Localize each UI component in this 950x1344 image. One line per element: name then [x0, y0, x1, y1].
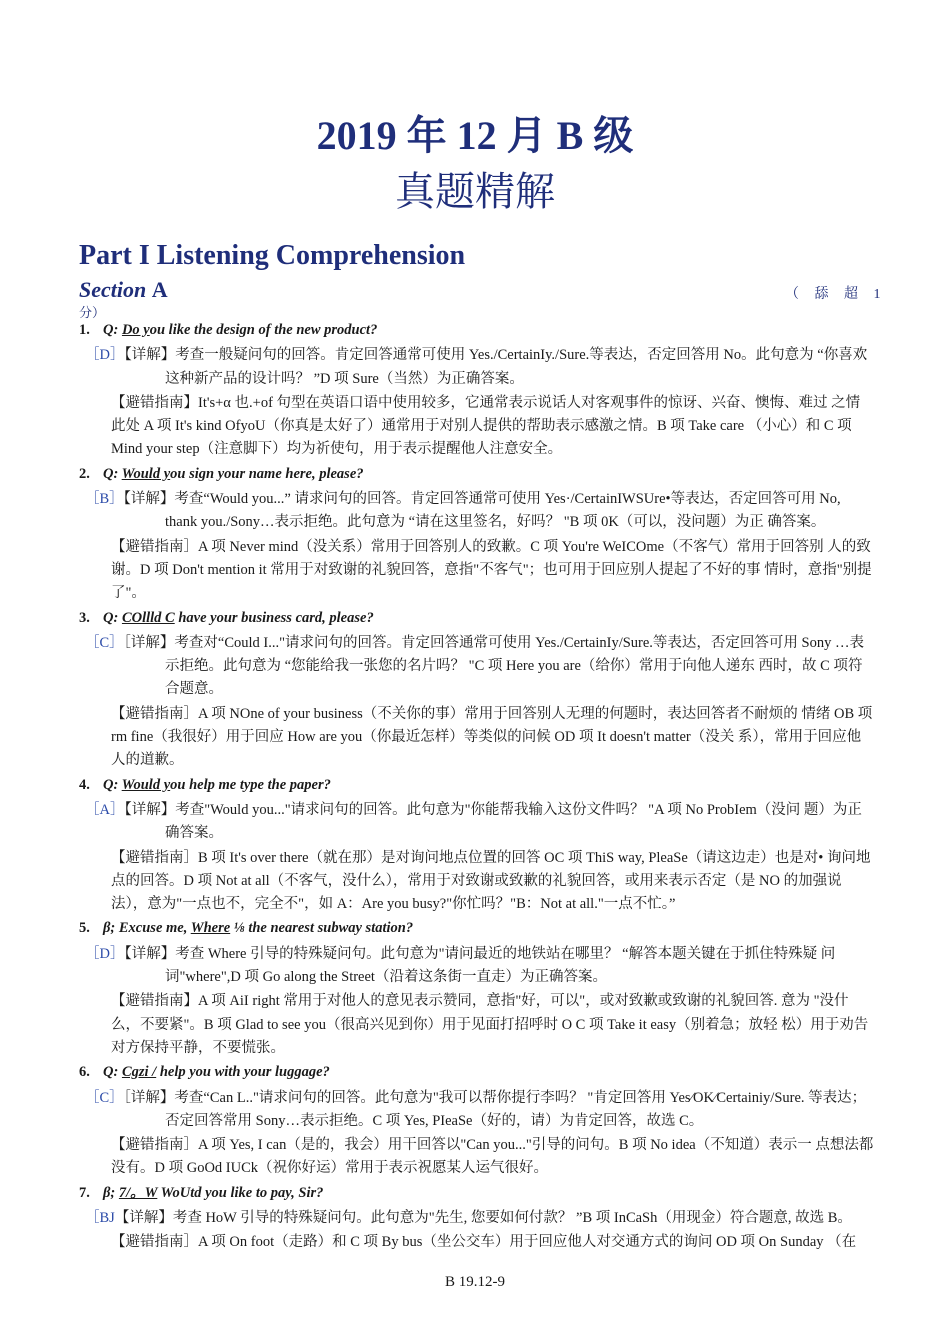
doc-title-line1: 2019 年 12 月 B 级: [316, 113, 634, 158]
section-letter: A: [151, 277, 168, 302]
error-avoidance-tip: 【避错指南］A 项 Never mind（没关系）常用于回答别人的致歉。C 项 You're WeICOme（不客气）常用于回答别 人的致谢。D 项 Don't mention it 常用于对致谢的礼貌回答，意指"不客气"；也可用于回应别人提起了不好的事 情时，意指"别提了"。: [111, 538, 872, 602]
question-prefix: Q:: [103, 322, 122, 338]
part-heading: Part I Listening Comprehension: [79, 240, 466, 271]
error-avoidance-tip: 【避错指南】A 项 AiI right 常用于对他人的意见表示赞同，意指"好，可以"，或对致歉或致谢的礼貌回答. 意为 "没什么，不要紧"。B 项 Glad to see you（很高兴见到你）用于见面打招呼时 O C 项 Take it easy（别着急；放轻 松）用于劝告对方保持平静，不要慌张。: [111, 993, 869, 1056]
answer-explanation: [85, 488, 874, 535]
answer-tag: ［C］: [85, 1089, 124, 1106]
question: [79, 319, 874, 342]
question-prefix: Q:: [103, 609, 122, 626]
question-number: 6.: [79, 1064, 90, 1081]
answer-detail: ［详解】考查“Can L.."请求问句的回答。此句意为"我可以帮你提行李吗？ "肯定回答用 Yes⁄OK⁄Certainiy/Sure. 等表达；否定回答常用 Sony…表示拒绝。C 项 Yes, PIeaSe（好的，请）为肯定回答，故选 C。: [123, 1089, 867, 1129]
answer-detail: 【详解】考查一般疑问句的回答。肯定回答通常可使用 Yes./CertainIy./Sure.等表达，否定回答用 No。此句意为 “你喜欢这种新产品的设计吗？ ”D 项 Sure（当然）为正确答案。: [124, 347, 868, 387]
score-note: （ 舔 超 1: [785, 287, 887, 302]
answer-tag: ［A］: [85, 801, 125, 818]
question-text: ou help me type the paper?: [170, 776, 331, 793]
question-prefix: Q:: [103, 776, 122, 793]
question-underlined: 7/。W: [118, 1184, 158, 1201]
question-number: 2.: [79, 465, 90, 482]
answer-detail: 【详解】考查 Where 引导的特殊疑问句。此句意为"请问最近的地铁站在哪里？ “解答本题关键在于抓住特殊疑 问词"where",D 项 Go along the Street（沿着这条街一直走）为正确答案。: [124, 945, 836, 986]
answer-tag: ［C］: [85, 634, 124, 651]
question-text: WoUtd you like to pay, Sir?: [157, 1184, 324, 1201]
question-number: 7.: [79, 1184, 90, 1201]
answer-explanation: [85, 1087, 874, 1134]
question-number: 3.: [79, 609, 90, 626]
question-underlined: Would y: [121, 465, 171, 482]
question-underlined: Would y: [121, 776, 171, 793]
question: [79, 917, 874, 940]
answer-tag: ［D］: [85, 945, 125, 962]
page-footer: B 19.12-9: [445, 1274, 505, 1290]
question-underlined: Do y: [121, 322, 150, 338]
answer-tag: ［D］: [85, 347, 125, 364]
question-number: 4.: [79, 776, 90, 793]
score-note-2: 分）: [79, 305, 106, 320]
section-label: Section: [79, 277, 147, 302]
answer-detail: 【详解】考查 HoW 引导的特殊疑问句。此句意为"先生, 您要如何付款？ ”B 项 InCaSh（用现金）符合题意, 故选 B。: [114, 1209, 852, 1226]
question: [79, 607, 874, 630]
question-prefix: β;: [103, 1184, 119, 1201]
question-underlined: Cgzi /: [121, 1064, 157, 1081]
question: [79, 1182, 874, 1205]
question-prefix: Q:: [103, 1064, 122, 1081]
question-text: have your business card, please?: [174, 609, 374, 626]
question: [79, 463, 874, 486]
answer-explanation: [85, 632, 874, 702]
error-avoidance-tip: 【避错指南］A 项 Yes, I can（是的，我会）用干回答以"Can you..."引导的问句。B 项 No idea（不知道）表示一 点想法都没有。D 项 GoOd IUCk（祝你好运）常用于表示祝愿某人运气很好。: [111, 1137, 874, 1177]
question: [79, 1061, 874, 1084]
answer-explanation: [85, 1207, 874, 1230]
answer-explanation: [85, 799, 874, 846]
error-avoidance-tip: 【避错指南】It's+α 也.+of 句型在英语口语中使用较多，它通常表示说话人对客观事件的惊讶、兴奋、懊悔、难过 之情此处 A 项 It's kind OfyoU（你真是太好了）通常用于对别人提供的帮助表示感激之情。B 项 Take care （小心）和 C 项 Mind your step（注意脚下）均为祈使句，用于表示提醒他人注意安全。: [111, 394, 861, 458]
answer-explanation: [85, 344, 874, 391]
question-text: ou sign your name here, please?: [170, 465, 364, 482]
answer-tag: ［BJ: [85, 1209, 115, 1226]
question: [79, 774, 874, 797]
question-underlined: COllld C: [121, 609, 175, 626]
question-text: ou like the design of the new product?: [149, 322, 378, 338]
answer-detail: ［详解】考查对“Could I..."请求问句的回答。肯定回答通常可使用 Yes./CertainIy/Sure.等表达，否定回答可用 Sony …表示拒绝。此句意为 “您能给我一张您的名片吗？ "C 项 Here you are（给你）常用于向他人递东 西时，故 C 项符合题意。: [123, 634, 864, 698]
doc-title-line2: 真题精解: [395, 169, 555, 214]
answer-detail: 【详解】考查"Would you..."请求问句的回答。此句意为"你能帮我输入这份文件吗？ "A 项 No ProbIem（没问 题）为正确答案。: [124, 801, 862, 842]
question-prefix: Q:: [103, 465, 122, 482]
questions-list: [79, 318, 874, 1255]
error-avoidance-tip: 【避错指南］B 项 It's over there（就在那）是对询问地点位置的回答 OC 项 ThiS way, PleaSe（请这边走）也是对• 询问地点的回答。D 项 Not at all（不客气，没什么），常用于对致谢或致歉的礼貌回答，或用来表示否定（是 NO 的加强说法），意为"一点也不，完全不"，如 A：Are you busy?"你忙吗？"B：Not at all."一点不忙。”: [111, 849, 871, 913]
error-avoidance-tip: 【避错指南］A 项 NOne of your business（不关你的事）常用于回答别人无理的何题时，表达回答者不耐烦的 情绪 OB 项 rm fine（我很好）用于回应 How are you（你最近怎样）等类似的问候 OD 项 It doesn't matter（没关 系），常用于回应他人的道歉。: [111, 705, 873, 769]
answer-detail: 【详解】考查“Would you...” 请求问句的回答。肯定回答通常可使用 Yes·/CertainIWSUre•等表达，否定回答可用 No, thank you./Sony…表示拒绝。此句意为 “请在这里签名，好吗？ "B 项 0K（可以，没问题）为正 确答案。: [123, 491, 841, 531]
answer-explanation: [85, 943, 874, 990]
question-number: 1.: [79, 322, 90, 338]
error-avoidance-tip: 【避错指南］A 项 On foot（走路）和 C 项 By bus（坐公交车）用于回应他人对交通方式的询问 OD 项 On Sunday （在: [111, 1234, 857, 1251]
answer-tag: ［B］: [85, 491, 124, 508]
question-text: ⅛ the nearest subway station?: [230, 920, 414, 937]
section-heading: [79, 277, 168, 303]
question-number: 5.: [79, 920, 90, 937]
question-prefix: β; Excuse me,: [103, 920, 191, 937]
question-underlined: Where: [190, 920, 231, 937]
question-text: help you with your luggage?: [156, 1064, 330, 1081]
